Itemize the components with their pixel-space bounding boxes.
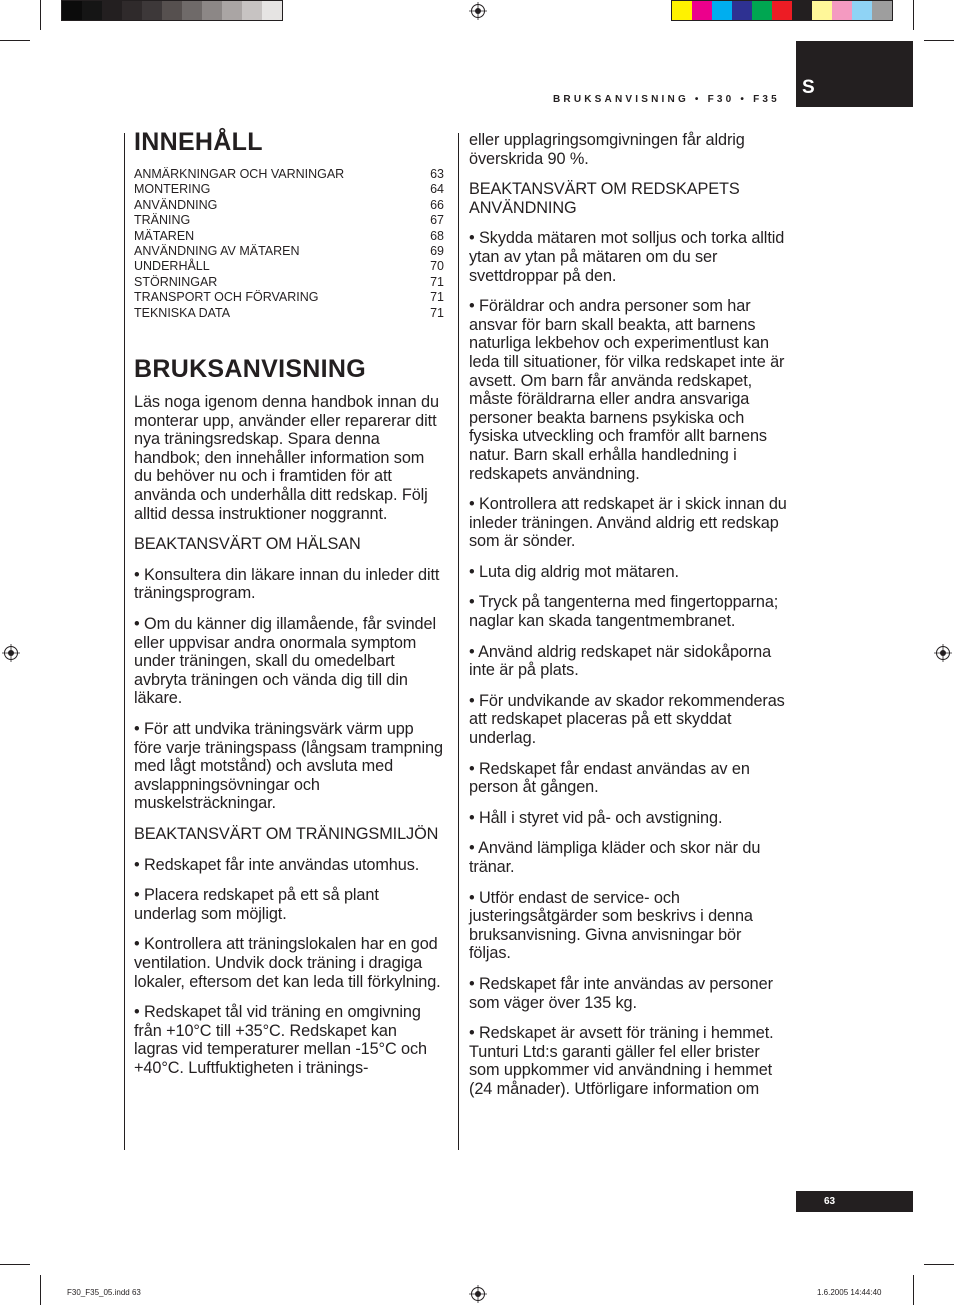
list-item: • För undvikande av skador rekommenderas att redskapet placeras på ett skyddat underlag. — [469, 691, 785, 748]
toc-item-label: MONTERING — [134, 182, 211, 197]
left-column — [134, 126, 444, 1077]
right-column — [469, 131, 787, 1099]
gray-patch — [182, 1, 202, 20]
toc-item-label: STÖRNINGAR — [134, 274, 218, 289]
list-item: • Kontrollera att träningslokalen har en god ventilation. Undvik dock träning i dragiga lokaler, eftersom det kan leda till förkylning. — [134, 935, 441, 991]
toc-item — [134, 167, 444, 182]
language-tab — [796, 41, 913, 107]
gray-patch — [162, 1, 182, 20]
toc-item-label: TEKNISKA DATA — [134, 305, 231, 320]
toc-item-label: MÄTAREN — [134, 228, 195, 243]
toc-item-page: 64 — [430, 182, 444, 197]
toc-item-label: ANVÄNDNING AV MÄTAREN — [134, 244, 300, 259]
language-tab-label: S — [802, 77, 815, 98]
file-slug: F30_F35_05.indd 63 — [67, 1288, 141, 1297]
registration-mark-icon — [934, 644, 952, 662]
gray-patch — [82, 1, 102, 20]
list-item: • Placera redskapet på ett så plant underlag som möjligt. — [134, 886, 379, 923]
toc-item-label: ANVÄNDNING — [134, 197, 218, 212]
toc-item-page: 67 — [430, 213, 444, 228]
section-heading-usage: BEAKTANSVÄRT OM REDSKAPETS ANVÄNDNING — [469, 180, 740, 217]
table-of-contents — [134, 167, 444, 321]
color-patch — [712, 1, 732, 20]
gray-patch — [62, 1, 82, 20]
registration-mark-icon — [2, 644, 20, 662]
toc-item — [134, 275, 444, 290]
color-patch — [832, 1, 852, 20]
toc-item-page: 63 — [430, 167, 444, 181]
gray-patch — [142, 1, 162, 20]
list-item: • Håll i styret vid på- och avstigning. — [469, 808, 723, 827]
gray-patch — [242, 1, 262, 20]
color-calibration-bar — [671, 0, 893, 21]
toc-item — [134, 182, 444, 197]
toc-item-label: TRÄNING — [134, 213, 191, 228]
list-item: • Skydda mätaren mot solljus och torka alltid ytan av ytan på mätaren om du ser svettdroppar på den. — [469, 229, 785, 285]
toc-heading: INNEHÅLL — [134, 128, 263, 156]
toc-item-page: 68 — [430, 228, 444, 243]
section-heading-environment: BEAKTANSVÄRT OM TRÄNINGSMILJÖN — [134, 824, 439, 843]
toc-item-page: 71 — [430, 305, 444, 320]
running-title: BRUKSANVISNING • F30 • F35 — [553, 94, 780, 105]
column-rule-left — [124, 133, 125, 1150]
toc-item-page: 66 — [430, 197, 444, 212]
continued-paragraph: eller upplagringsomgivningen får aldrig överskrida 90 %. — [469, 131, 745, 168]
list-item: • Redskapet får inte användas av personer som väger över 135 kg. — [469, 974, 773, 1012]
gray-patch — [202, 1, 222, 20]
gray-patch — [222, 1, 242, 20]
list-item: • För att undvika träningsvärk värm upp före varje träningspass (långsam trampning med lågt motstånd) och avsluta med avslappningsövningar och muskelsträckningar. — [134, 719, 443, 813]
list-item: • Använd aldrig redskapet när sidokåporna inte är på plats. — [469, 642, 772, 680]
list-item: • Redskapet får inte användas utomhus. — [134, 855, 420, 874]
list-item: • Utför endast de service- och justeringsåtgärder som beskrivs i denna bruksanvisning. Givna anvisningar bör följas. — [469, 888, 753, 963]
color-patch — [872, 1, 892, 20]
list-item: • Redskapet får endast användas av en person åt gången. — [469, 759, 750, 797]
toc-item-label: TRANSPORT OCH FÖRVARING — [134, 290, 319, 305]
list-item: • Om du känner dig illamående, får svindel eller uppvisar andra onormala symptom under träningen, skall du omedelbart avbryta träningen och vända dig till din läkare. — [134, 615, 436, 708]
list-item: • Luta dig aldrig mot mätaren. — [469, 562, 679, 581]
toc-item-page: 70 — [430, 259, 444, 274]
color-patch — [792, 1, 812, 20]
toc-item — [134, 259, 444, 274]
toc-item — [134, 306, 444, 321]
registration-mark-icon — [469, 1285, 487, 1303]
list-item: • Använd lämpliga kläder och skor när du tränar. — [469, 839, 761, 876]
color-patch — [772, 1, 792, 20]
toc-item-label: ANMÄRKNINGAR OCH VARNINGAR — [134, 167, 345, 181]
date-slug: 1.6.2005 14:44:40 — [817, 1288, 882, 1297]
list-item: • Tryck på tangenterna med fingertopparna; naglar kan skada tangentmembranet. — [469, 593, 779, 631]
color-patch — [692, 1, 712, 20]
toc-item — [134, 198, 444, 213]
page-number: 63 — [796, 1191, 913, 1212]
gray-calibration-bar — [61, 0, 283, 21]
list-item: • Redskapet tål vid träning en omgivning från +10°C till +35°C. Redskapet kan lagras vid temperaturer mellan -15°C och +40°C. Luftfuktigheten i tränings- — [134, 1003, 427, 1077]
intro-paragraph: Läs noga igenom denna handbok innan du monterar upp, använder eller reparerar ditt nya träningsredskap. Spara denna handbok; den innehåller information som du behöver nu och i framtiden för att använda och underhålla ditt redskap. Följ alltid dessa instruktioner noggrannt. — [134, 393, 439, 523]
toc-item — [134, 229, 444, 244]
toc-item — [134, 244, 444, 259]
toc-item-page: 69 — [430, 244, 444, 259]
toc-item-label: UNDERHÅLL — [134, 259, 210, 274]
gray-patch — [102, 1, 122, 20]
color-patch — [752, 1, 772, 20]
toc-item — [134, 213, 444, 228]
color-patch — [852, 1, 872, 20]
color-patch — [812, 1, 832, 20]
color-patch — [672, 1, 692, 20]
toc-item-page: 71 — [430, 274, 444, 289]
list-item: • Föräldrar och andra personer som har ansvar för barn skall beakta, att barnens naturliga lekbehov och experimentlust kan leda till situationer, för vilka redskapet inte är avsett. Om barn får använda redskapet, måste föräldrarna eller andra ansvariga personer beakta barnens psykiska och fysiska utveckling och framför allt barnens natur. Barn skall erhålla handledning i redskapets användning. — [469, 297, 785, 483]
list-item: • Konsultera din läkare innan du inleder ditt träningsprogram. — [134, 565, 440, 603]
list-item: • Kontrollera att redskapet är i skick innan du inleder träningen. Använd aldrig ett redskap som är sönder. — [469, 495, 787, 551]
registration-mark-icon — [469, 2, 487, 20]
list-item: • Redskapet är avsett för träning i hemmet. Tunturi Ltd:s garanti gäller fel eller brister som uppkommer vid användning i hemmet (24 månader). Utförligare information om — [469, 1024, 774, 1098]
toc-item — [134, 290, 444, 305]
toc-item-page: 71 — [430, 290, 444, 305]
color-patch — [732, 1, 752, 20]
section-heading-health: BEAKTANSVÄRT OM HÄLSAN — [134, 535, 361, 554]
gray-patch — [122, 1, 142, 20]
column-rule-middle — [458, 133, 459, 1150]
main-heading: BRUKSANVISNING — [134, 355, 366, 384]
gray-patch — [262, 1, 282, 20]
